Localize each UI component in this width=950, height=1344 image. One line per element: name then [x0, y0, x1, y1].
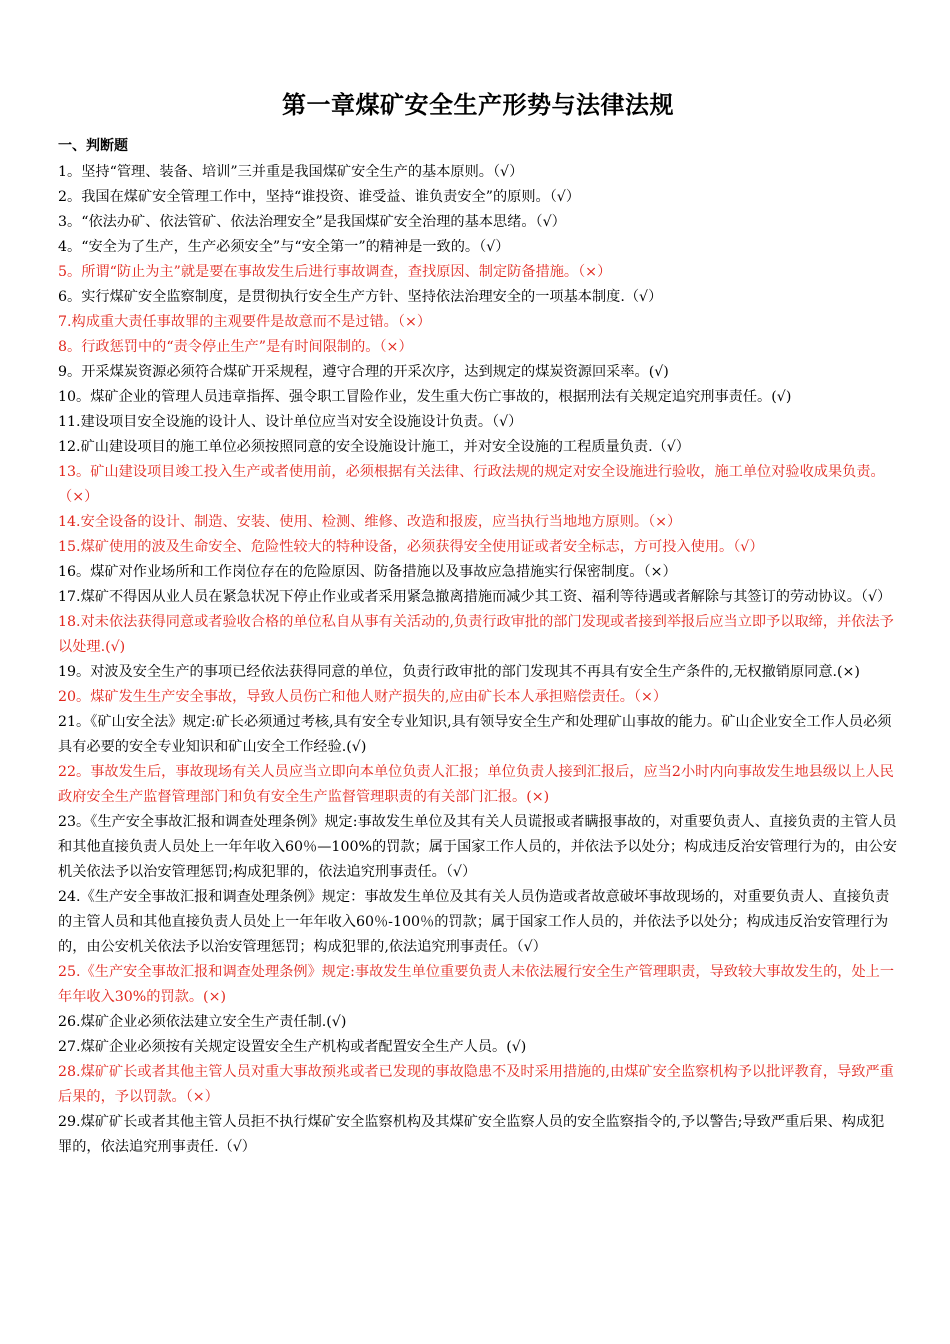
question-item: 21。《矿山安全法》规定:矿长必须通过考核,具有安全专业知识,具有领导安全生产和处理矿山事故的能力。矿山企业安全工作人员必须具有必要的安全专业知识和矿山安全工作经验.(√) [58, 714, 892, 755]
question-item: 9。开采煤炭资源必须符合煤矿开采规程，遵守合理的开采次序，达到规定的煤炭资源回采率。(√) [58, 364, 669, 380]
question-item: 25.《生产安全事故汇报和调查处理条例》规定:事故发生单位重要负责人未依法履行安全生产管理职责，导致较大事故发生的，处上一年年收入30%的罚款。(×) [58, 964, 895, 1005]
question-item: 2。我国在煤矿安全管理工作中，坚持“谁投资、谁受益、谁负责安全”的原则。（√） [58, 189, 581, 205]
question-item: 20。煤矿发生生产安全事故，导致人员伤亡和他人财产损失的,应由矿长本人承担赔偿责任。（×） [58, 689, 668, 705]
question-item: 11.建设项目安全设施的设计人、设计单位应当对安全设施设计负责。（√） [58, 414, 523, 430]
question-item: 26.煤矿企业必须依法建立安全生产责任制.(√) [58, 1014, 347, 1030]
section-heading: 一、判断题 [58, 138, 128, 154]
question-item: 27.煤矿企业必须按有关规定设置安全生产机构或者配置安全生产人员。(√) [58, 1039, 527, 1055]
question-item: 29.煤矿矿长或者其他主管人员拒不执行煤矿安全监察机构及其煤矿安全监察人员的安全监察指令的,予以警告;导致严重后果、构成犯罪的，依法追究刑事责任.（√） [58, 1114, 885, 1155]
question-item: 3。“依法办矿、依法管矿、依法治理安全”是我国煤矿安全治理的基本思绪。（√） [58, 214, 566, 230]
question-item: 4。“安全为了生产，生产必须安全”与“安全第一”的精神是一致的。（√） [58, 239, 510, 255]
question-item: 22。事故发生后，事故现场有关人员应当立即向本单位负责人汇报；单位负责人接到汇报后，应当2小时内向事故发生地县级以上人民政府安全生产监督管理部门和负有安全生产监督管理职责的有关部门汇报。(×) [58, 764, 894, 805]
question-item: 17.煤矿不得因从业人员在紧急状况下停止作业或者采用紧急撤离措施而减少其工资、福利等待遇或者解除与其签订的劳动协议。（√） [58, 589, 892, 605]
page-title: 第一章煤矿安全生产形势与法律法规 [282, 91, 674, 119]
question-list [58, 160, 898, 1160]
question-item: 14.安全设备的设计、制造、安装、使用、检测、维修、改造和报废，应当执行当地地方原则。（×） [58, 514, 682, 530]
document-page [58, 88, 898, 1160]
question-item: 1。坚持“管理、装备、培训”三并重是我国煤矿安全生产的基本原则。（√） [58, 164, 524, 180]
question-item: 8。行政惩罚中的“责令停止生产”是有时间限制的。（×） [58, 339, 413, 355]
question-item: 24.《生产安全事故汇报和调查处理条例》规定：事故发生单位及其有关人员伪造或者故意破坏事故现场的，对重要负责人、直接负责的主管人员和其他直接负责人员处上一年年收入60％-100％的罚款；属于国家工作人员的，并依法予以处分；构成违反治安管理行为的，由公安机关依法予以治安管理惩罚；构成犯罪的,依法追究刑事责任。（√） [58, 889, 890, 955]
question-item: 28.煤矿矿长或者其他主管人员对重大事故预兆或者已发现的事故隐患不及时采用措施的,由煤矿安全监察机构予以批评教育，导致严重后果的，予以罚款。（×） [58, 1064, 894, 1105]
question-item: 6。实行煤矿安全监察制度，是贯彻执行安全生产方针、坚持依法治理安全的一项基本制度.（√） [58, 289, 663, 305]
question-item: 13。矿山建设项目竣工投入生产或者使用前，必须根据有关法律、行政法规的规定对安全设施进行验收，施工单位对验收成果负责。（×） [58, 464, 885, 505]
question-item: 23。《生产安全事故汇报和调查处理条例》规定:事故发生单位及其有关人员谎报或者瞒报事故的，对重要负责人、直接负责的主管人员和其他直接负责人员处上一年年收入60％—100%的罚款；属于国家工作人员的，并依法予以处分；构成违反治安管理行为的，由公安机关依法予以治安管理惩罚;构成犯罪的，依法追究刑事责任。（√） [58, 814, 897, 880]
question-item: 5。所谓“防止为主”就是要在事故发生后进行事故调查，查找原因、制定防备措施。（×） [58, 264, 612, 280]
question-item: 15.煤矿使用的波及生命安全、危险性较大的特种设备，必须获得安全使用证或者安全标志，方可投入使用。（√） [58, 539, 764, 555]
question-item: 18.对未依法获得同意或者验收合格的单位私自从事有关活动的,负责行政审批的部门发现或者接到举报后应当立即予以取缔，并依法予以处理.(√) [58, 614, 894, 655]
question-item: 19。对波及安全生产的事项已经依法获得同意的单位，负责行政审批的部门发现其不再具有安全生产条件的,无权撤销原同意.(×) [58, 664, 860, 680]
question-item: 12.矿山建设项目的施工单位必须按照同意的安全设施设计施工，并对安全设施的工程质量负责.（√） [58, 439, 690, 455]
question-item: 10。煤矿企业的管理人员违章指挥、强令职工冒险作业，发生重大伤亡事故的，根据刑法有关规定追究刑事责任。(√) [58, 389, 792, 405]
question-item: 16。煤矿对作业场所和工作岗位存在的危险原因、防备措施以及事故应急措施实行保密制度。（×） [58, 564, 677, 580]
question-item: 7.构成重大责任事故罪的主观要件是故意而不是过错。（×） [58, 314, 432, 330]
